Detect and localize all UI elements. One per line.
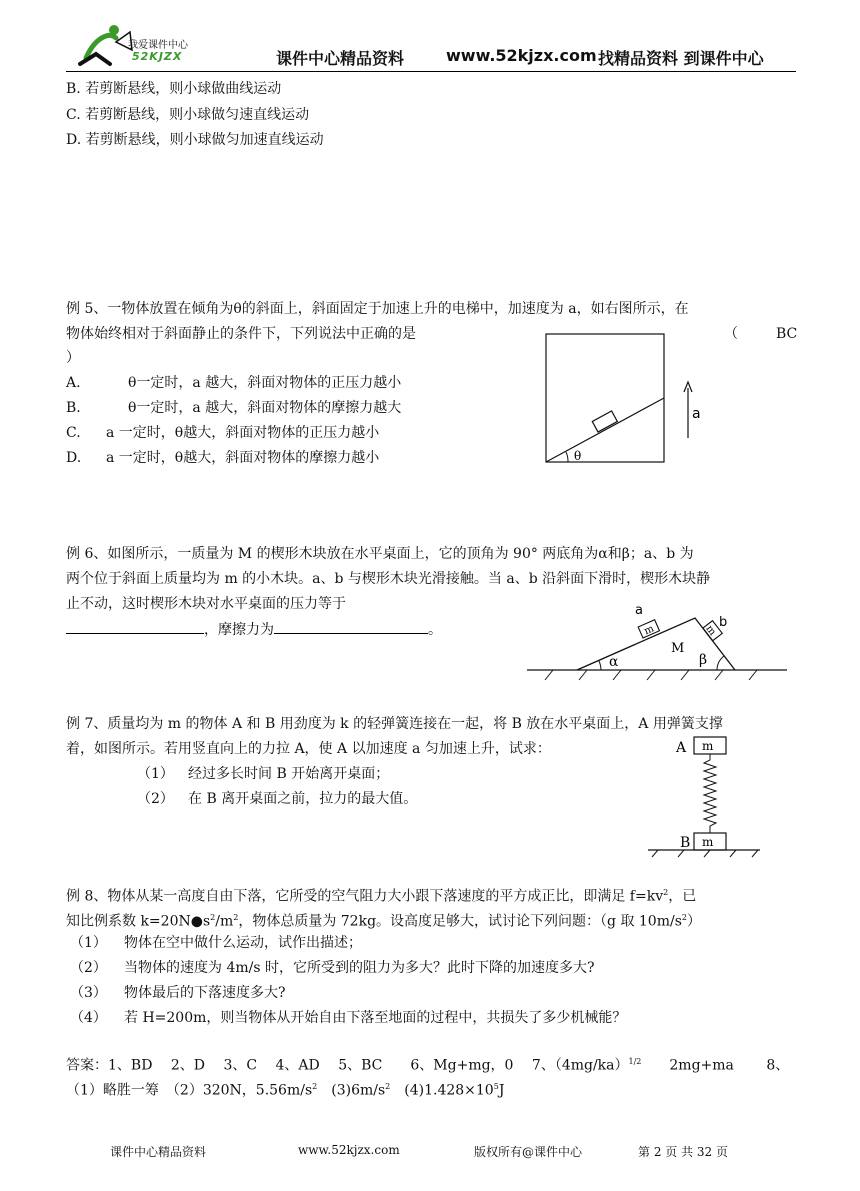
footer-url[interactable]: www.52kjzx.com [298, 1143, 400, 1157]
alpha-label: α [609, 654, 619, 670]
ex8-line1: 例 8、物体从某一高度自由下落，它所受的空气阻力大小跟下落速度的平方成正比，即满足 $f=kv^2$，已 [66, 888, 697, 905]
ex5-line2: 物体始终相对于斜面静止的条件下，下列说法中正确的是 [66, 326, 416, 342]
option-b: B. 若剪断悬线，则小球做曲线运动 [66, 81, 282, 97]
theta-label: θ [574, 449, 582, 463]
ex5-answer-close: ） [66, 350, 80, 366]
ex5-opt-b: θ一定时，a 越大，斜面对物体的摩擦力越大 [128, 400, 402, 416]
block-A-mass: m [702, 739, 714, 753]
footer-copyright: 版权所有@课件中心 [474, 1145, 583, 1159]
option-d: D. 若剪断悬线，则小球做匀加速直线运动 [66, 132, 324, 148]
svg-text:m: m [642, 623, 656, 638]
ex8-line2: 知比例系数 $k=20N●s^2/m^2$，物体总质量为 72kg。设高度足够大，试讨论下列问题：（g 取 $10m/s^2$） [66, 913, 701, 930]
footer-page-number: 第 2 页 共 32 页 [638, 1145, 728, 1159]
ex5-opt-c-label: C. [66, 425, 81, 441]
ex8-q3-num: （3） [70, 985, 107, 1001]
ex7-q1-num: （1） [137, 766, 174, 782]
wedge-mass-label: M [671, 641, 685, 656]
logo-text-en: 52KJZX [132, 50, 183, 63]
ex6-line4 [66, 619, 442, 639]
block-a [638, 620, 660, 639]
ex5-figure-elevator [540, 328, 720, 468]
block-B-mass: m [702, 835, 714, 849]
ex8-q4: 若 H=200m，则当物体从开始自由下落至地面的过程中，共损失了多少机械能？ [124, 1010, 627, 1026]
accel-label: a [692, 406, 701, 422]
ex5-opt-d: a 一定时，θ越大，斜面对物体的摩擦力越小 [106, 450, 380, 466]
beta-label: β [699, 652, 708, 668]
block-on-incline [592, 411, 617, 432]
footer-title: 课件中心精品资料 [110, 1145, 207, 1159]
block-A-label: A [676, 740, 687, 756]
ex5-line1: 例 5、一物体放置在倾角为θ的斜面上，斜面固定于加速上升的电梯中，加速度为 a，如右图所示，在 [66, 301, 689, 317]
beta-arc [717, 656, 724, 670]
header-divider [66, 71, 796, 72]
ex7-q2-num: （2） [137, 791, 174, 807]
elevator-box [546, 334, 664, 462]
ex5-opt-b-label: B. [66, 400, 81, 416]
ex8-q1: 物体在空中做什么运动，试作出描述； [124, 935, 362, 951]
answers-line1: 答案：1、BD 2、D 3、C 4、AD 5、BC 6、Mg+mg，0 7、$(4mg/ka)^{1/2}$ 2mg+ma 8、 [66, 1057, 790, 1074]
ex6-line1: 例 6、如图所示，一质量为 M 的楔形木块放在水平桌面上，它的顶角为 90° 两底角为α和β；a、b 为 [66, 546, 694, 562]
theta-arc [566, 452, 568, 462]
ex5-opt-d-label: D. [66, 450, 82, 466]
ex7-figure-spring [644, 733, 764, 858]
ex6-line4-end: 。 [428, 622, 442, 638]
ex6-line4-mid: ，摩擦力为 [204, 622, 274, 638]
svg-text:m: m [703, 623, 718, 638]
ex6-line2: 两个位于斜面上质量均为 m 的小木块。a、b 与楔形木块光滑接触。当 a、b 沿斜面下滑时，楔形木块静 [66, 571, 711, 587]
ex7-line1: 例 7、质量均为 m 的物体 A 和 B 用劲度为 k 的轻弹簧连接在一起，将 B 放在水平桌面上，A 用弹簧支撑 [66, 716, 723, 732]
option-c: C. 若剪断悬线，则小球做匀速直线运动 [66, 107, 310, 123]
ex8-q1-num: （1） [70, 935, 107, 951]
block-B-label: B [680, 835, 691, 851]
ex6-blank-pressure[interactable] [66, 619, 204, 634]
answers-line2: （1）略胜一筹 （2）320N，$5.56m/s^2$ $(3)6m/s^2$ $(4)1.428\times 10^5J$ [66, 1082, 505, 1099]
ex6-line3: 止不动，这时楔形木块对水平桌面的压力等于 [66, 596, 346, 612]
ex5-answer-open: （ [724, 326, 738, 342]
ex6-figure-wedge [525, 600, 790, 690]
header-slogan: 找精品资料 到课件中心 [598, 49, 764, 68]
ex5-opt-a-label: A. [66, 375, 81, 391]
ex5-opt-a: θ一定时，a 越大，斜面对物体的正压力越小 [128, 375, 402, 391]
block-a-label: a [635, 603, 643, 618]
logo-text-cn: 我爱课件中心 [128, 40, 188, 51]
ex6-blank-friction[interactable] [274, 619, 428, 634]
ex5-answer: BC [776, 326, 798, 342]
ex8-q2-num: （2） [70, 960, 107, 976]
ex5-opt-c: a 一定时，θ越大，斜面对物体的正压力越小 [106, 425, 380, 441]
table-hatching [652, 850, 758, 857]
block-b-label: b [719, 615, 728, 630]
ex8-q2: 当物体的速度为 4m/s 时，它所受到的阻力为多大？此时下降的加速度多大? [124, 960, 595, 976]
alpha-arc [599, 661, 601, 670]
spring [704, 754, 716, 833]
ex7-q2: 在 B 离开桌面之前，拉力的最大值。 [188, 791, 418, 807]
incline-line [546, 398, 664, 462]
logo [66, 20, 216, 70]
ex8-q4-num: （4） [70, 1010, 107, 1026]
ex7-line2: 着，如图所示。若用竖直向上的力拉 A，使 A 以加速度 a 匀加速上升，试求： [66, 741, 551, 757]
header-url[interactable]: www.52kjzx.com [446, 46, 597, 65]
ex8-q3: 物体最后的下落速度多大? [124, 985, 286, 1001]
header-title: 课件中心精品资料 [276, 49, 405, 68]
table-hatching [545, 670, 757, 680]
ex7-q1: 经过多长时间 B 开始离开桌面； [188, 766, 390, 782]
